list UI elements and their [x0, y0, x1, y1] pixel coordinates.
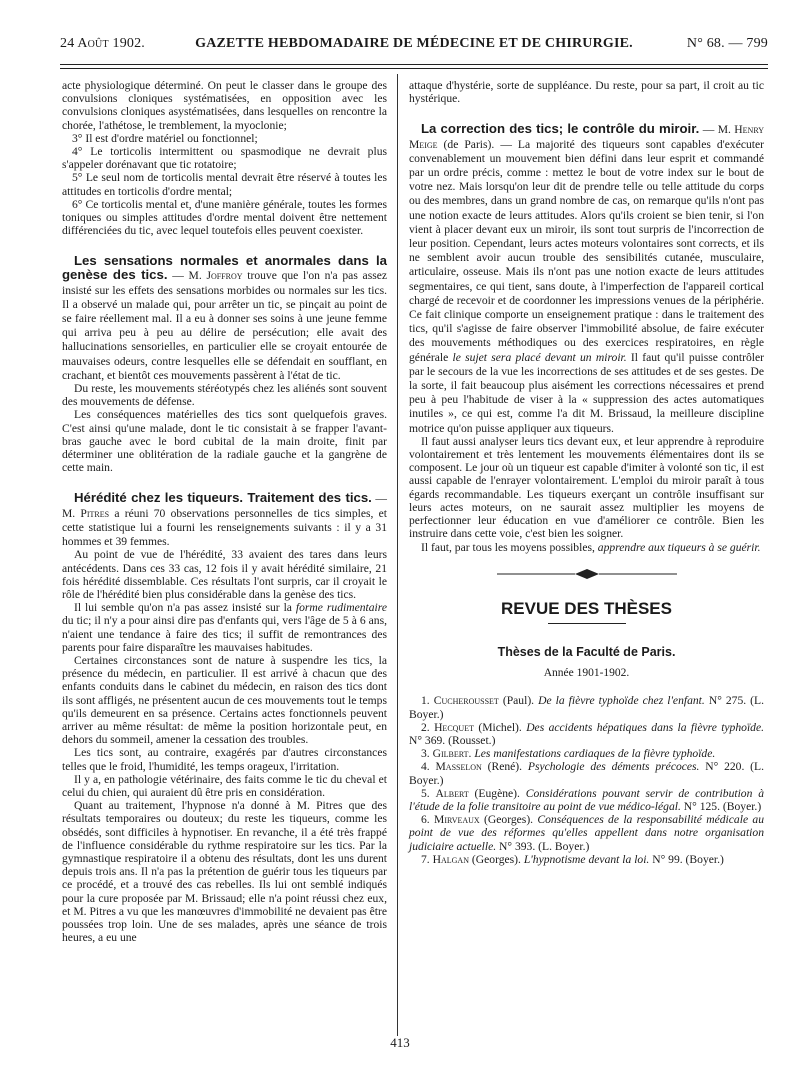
thesis-given-name: (Georges).	[484, 813, 534, 827]
paragraph: Les conséquences matérielles des tics sont quelquefois graves. C'est ainsi qu'une malade, dont le tic consistait à se frapper l'avant-bras gauche avec le bord cubital de la main droite, finit par déterminer une oblitération de la radiale gauche et la gangrène de cette main.	[62, 408, 387, 475]
header-rule-top	[60, 64, 768, 65]
academic-year: Année 1901-1902.	[543, 667, 630, 680]
list-item: 4° Le torticolis intermittent ou spasmodique ne devrait plus s'appeler dorénavant que tic rotatoire;	[62, 145, 387, 172]
thesis-ref: N° 275. (L. Boyer.)	[409, 694, 765, 721]
list-item	[409, 813, 764, 853]
thesis-title: L'hypnotisme devant la loi.	[523, 852, 650, 866]
left-column	[62, 79, 387, 944]
section-heading-heredite: Hérédité chez les tiqueurs. Traitement des tics. — M. Pitres a réuni 70 observations personnelles de tics simples, et cette statistique lui a fourni les renseignements suivants : il y a 31 hommes et 39 femmes.	[62, 490, 387, 549]
thesis-author: Mirveaux	[434, 813, 480, 827]
thesis-given-name: (Michel).	[478, 720, 522, 734]
thesis-number: 7.	[421, 852, 430, 866]
paragraph: attaque d'hystérie, sorte de suppléance. Du reste, pour sa part, il croit au tic hystérique.	[409, 79, 764, 106]
thesis-title: Considérations pouvant servir de contribution à l'étude de la folie transitoire au point de vue médico-légal.	[409, 786, 764, 813]
thesis-author: Gilbert.	[432, 747, 472, 761]
list-item: 5° Le seul nom de torticolis mental devrait être réservé à toutes les attitudes en torticolis d'ordre mental;	[62, 171, 387, 198]
thesis-number: 6.	[421, 813, 430, 827]
thesis-number: 4.	[421, 760, 430, 774]
page-number: 413	[390, 1035, 410, 1050]
thesis-ref: N° 125. (Boyer.)	[683, 799, 762, 813]
thesis-author: Halgan	[432, 852, 469, 866]
thesis-author: Masselon	[435, 760, 482, 774]
list-item	[409, 747, 764, 760]
title-rule	[548, 623, 626, 624]
list-item	[409, 853, 764, 866]
emphasis: forme rudimentaire	[295, 601, 387, 615]
issue-number: N° 68. — 799	[686, 36, 768, 51]
emphasis: le sujet sera placé devant un miroir.	[452, 350, 627, 364]
page-header	[60, 36, 768, 56]
text-run: du tic; il n'y a pour ainsi dire pas d'enfants qui, vers l'âge de 5 à 6 ans, n'aient une tendance à faire des tics; il suffit de remontrances des parents pour faire disparaître les mauvaises habitudes.	[62, 614, 387, 654]
thesis-title: Psychologie des déments précoces.	[527, 760, 700, 774]
paragraph: a réuni 70 observations personnelles de tics simples, et cette statistique lui a fourni les renseignements suivants : il y a 31 hommes et 39 femmes.	[62, 506, 387, 549]
paragraph: trouve que l'on n'a pas assez insisté sur les effets des sensations morbides ou normales sur les tics. Il a observé un malade qui, pour arrêter un tic, se pinçait au point de se faire réellement mal. Il a eu à donner ses soins à une jeune femme qui arriva peu à peu au délire de persécution; elle avait des hallucinations sensorielles, en particulier elle se croyait entourée de mauvaises odeurs, contre lesquelles elle se défendait en soufflant, en crachant, et bientôt ces mouvements passèrent à l'état de tic.	[62, 269, 388, 382]
issue-date: 24 Août 1902.	[60, 36, 145, 51]
author-name: M. Henry Meige	[409, 123, 764, 151]
emphasis: apprendre aux tiqueurs à se guérir.	[597, 540, 761, 554]
thesis-author: Albert	[435, 786, 469, 800]
thesis-list	[409, 694, 764, 866]
thesis-author: Cucherousset	[433, 694, 499, 708]
paragraph: Du reste, les mouvements stéréotypés chez les aliénés sont souvent des mouvements de défense.	[62, 382, 387, 409]
thesis-ref: N° 220. (L. Boyer.)	[409, 760, 764, 787]
section-heading-text: La correction des tics; le contrôle du miroir.	[421, 121, 700, 137]
thesis-given-name: (Paul).	[502, 694, 535, 708]
thesis-number: 2.	[421, 720, 430, 734]
revue-subtitle: Thèses de la Faculté de Paris.	[497, 644, 676, 659]
paragraph	[62, 601, 387, 654]
paragraph: Quant au traitement, l'hypnose n'a donné à M. Pitres que des résultats temporaires ou douteux; du reste les tiqueurs, comme les obsédés, sont difficiles à hypnotiser. En revanche, il a été très frappé de l'influence considérable du rythme respiratoire sur les tics. Par la gymnastique respiratoire il a obtenu des résultats, dont les uns durent depuis trois ans. Il n'a pas la prétention de guérir tous les tiqueurs par ce procédé, et a trouvé des cas rebelles. Ils lui ont semblé indiqués pour la cure proposée par M. Brissaud; elle n'a point réussi chez eux, et M. Pitres a vu que les manœuvres d'immobilité ne devaient pas être poussées trop loin. Une de ses malades, après une séance de trois heures, a eu une	[62, 799, 387, 945]
text-run: Il faut, par tous les moyens possibles,	[421, 540, 595, 554]
thesis-given-name: (Eugène).	[474, 786, 520, 800]
paragraph: Il faut aussi analyser leurs tics devant eux, et leur apprendre à reproduire volontairement et très lentement les mouvements élémentaires dont ils se composent. Le jour où un tiqueur est capable d'imiter à volonté son tic, il est aussi capable de l'enrayer volontairement. L'emploi du miroir paraît à tous égards recommandable. Les tiqueurs exerçant un contrôle insuffisant sur leurs actes moteurs, on ne saurait assez multiplier les moyens de perfectionner leur éducation en vue d'améliorer ce contrôle. Bien les instruire dans cette voie, c'est bien les soigner.	[409, 434, 764, 541]
thesis-ref: N° 369. (Rousset.)	[409, 733, 496, 747]
author-name: M. Joffroy	[188, 269, 243, 283]
column-divider	[397, 74, 398, 1036]
list-item	[409, 787, 764, 813]
text-run: Il faut qu'il puisse contrôler par le secours de la vue les incorrections de ses attitudes et de ses gestes. De la sorte, il fait beaucoup plus aisément les corrections nécessaires et prend peu à peu l'habitude de viser à la « suppression des actes automatiques inutiles », ce qui est, comme l'a dit M. Brissaud, la meilleure discipline motrice qu'on puisse appliquer aux tiqueurs.	[409, 350, 764, 435]
journal-title: GAZETTE HEBDOMADAIRE DE MÉDECINE ET DE CHIRURGIE.	[195, 36, 633, 51]
thesis-given-name: (Georges).	[471, 852, 521, 866]
paragraph: Au point de vue de l'hérédité, 33 avaient des tares dans leurs antécédents. Dans ces 33 cas, 12 fois il y avait hérédité similaire, 21 fois hérédité dissemblable. Ces résultats l'ont surpris, car il croyait le rôle de l'hérédité bien plus considérable dans la genèse des tics.	[62, 548, 387, 601]
thesis-title: De la fièvre typhoïde chez l'enfant.	[538, 694, 705, 708]
list-item	[409, 760, 764, 786]
list-item: 6° Ce torticolis mental et, d'une manière générale, toutes les formes toniques ou simples attitudes d'ordre mental doivent être nettement différenciées du tic, avec lequel toutefois elles peuvent coexister.	[62, 197, 387, 238]
thesis-title: Les manifestations cardiaques de la fièvre typhoïde.	[474, 747, 716, 761]
thesis-number: 1.	[421, 694, 430, 708]
thesis-title: Conséquences de la responsabilité médicale au point de vue des réformes qu'elles appellent dans notre organisation judiciaire actuelle.	[409, 813, 764, 853]
thesis-author: Hecquet	[434, 720, 474, 734]
thesis-ref: N° 393. (L. Boyer.)	[499, 839, 590, 853]
thesis-title: Des accidents hépatiques dans la fièvre typhoïde.	[526, 720, 765, 734]
section-heading-miroir: La correction des tics; le contrôle du miroir. — M. Henry Meige (de Paris). — La majorité des tiqueurs sont capables d'exécuter convenablement un mouvement bien défini dans leur esprit et commandé par un ordre précis, comme : mettez le bout de votre index sur le bout de votre nez. Mais lorsqu'on leur dit de prendre telle ou telle attitude du corps ou des membres, dans un grand nombre de cas, on remarque qu'ils n'ont pas une notion exacte de leurs attitudes. Alors qu'ils croient se bien tenir, si l'on vient à placer devant eux un miroir, ils sont tout surpris de l'incorrection de leur position. Cependant, leurs actes moteurs volontaires sont corrects, et ils ne semblent avoir aucun trouble des sensibilités cutanée, musculaire, articulaire, osseuse. Mais ils n'ont pas une notion exacte de leurs attitudes segmentaires, ce qui tient, sans doute, à l'imperfection de l'appareil cortical chargé de recevoir et de coordonner les impressions venues de la périphérie. Ce fait clinique comporte un enseignement pratique : dans le traitement des tics, qu'il s'agisse de faire observer l'immobilité absolue, de faire exécuter des mouvements méthodiques ou des exercices respiratoires, en règle générale le sujet sera placé devant un miroir. Il faut qu'il puisse contrôler par le secours de la vue les incorrections de ses attitudes et de ses gestes. De la sorte, il fait beaucoup plus aisément les corrections nécessaires et prend peu à peu l'habitude de viser à la « suppression des actes automatiques inutiles », ce qui est, comme l'a dit M. Brissaud, la meilleure discipline motrice qu'on puisse appliquer aux tiqueurs.	[409, 121, 765, 435]
revue-title: REVUE DES THÈSES	[501, 598, 672, 618]
text-run: Il lui semble qu'on n'a pas assez insisté sur la	[74, 601, 292, 615]
author-place: (de Paris).	[443, 137, 495, 151]
list-item	[409, 694, 764, 720]
header-rule-bottom	[60, 68, 768, 69]
paragraph: acte physiologique déterminé. On peut le classer dans le groupe des convulsions cloniques systématisées, en opposition avec les convulsions cloniques asystématisées, dans lesquelles on rencontre la chorée, l'athétose, le tremblement, la myoclonie;	[62, 79, 387, 132]
section-heading-text: Les sensations normales et anormales dans la genèse des tics.	[62, 253, 387, 283]
paragraph: Certaines circonstances sont de nature à suspendre les tics, la présence du médecin, en particulier. Il est arrivé à chacun que des enfants conduits dans le cabinet du médecin, en raison des tics dont ils sont affligés, ne présentent aucun de ces mouvements tout le temps qu'ils demeurent en sa présence. Certains actes fonctionnels peuvent arriver au même résultat: de même la position horizontale peut, en dehors du sommeil, amener la cessation des troubles.	[62, 653, 387, 747]
thesis-given-name: (René).	[487, 760, 523, 774]
section-heading-sensations: Les sensations normales et anormales dans la genèse des tics. — M. Joffroy trouve que l'on n'a pas assez insisté sur les effets des sensations morbides ou normales sur les tics. Il a observé un malade qui, pour arrêter un tic, se pinçait au point de se faire réellement mal. Il a eu à donner ses soins à une jeune femme qui arriva peu à peu au délire de persécution; elle avait des hallucinations sensorielles, en particulier elle se croyait entourée de mauvaises odeurs, contre lesquelles elle se défendait en soufflant, en crachant, et bientôt ces mouvements passèrent à l'état de tic.	[62, 253, 388, 382]
section-heading-text: Hérédité chez les tiqueurs. Traitement des tics.	[74, 490, 372, 506]
list-item: 3° Il est d'ordre matériel ou fonctionnel;	[72, 131, 258, 145]
paragraph	[409, 541, 764, 554]
right-column	[409, 79, 764, 866]
thesis-ref: N° 99. (Boyer.)	[652, 852, 724, 866]
fleuron-ornament	[497, 568, 677, 580]
paragraph: Les tics sont, au contraire, exagérés par d'autres circonstances telles que le froid, l'humidité, les temps orageux, l'irritation.	[62, 746, 387, 773]
paragraph: Il y a, en pathologie vétérinaire, des faits comme le tic du cheval et celui du chien, qui auraient dû être pris en considération.	[62, 772, 387, 799]
list-item	[409, 721, 764, 747]
thesis-number: 3.	[421, 747, 430, 761]
text-run: La majorité des tiqueurs sont capables d'exécuter convenablement un mouvement bien défini dans leur esprit et commandé par un ordre précis, comme : mettez le bout de votre index sur le bout de votre nez. Mais lorsqu'on leur dit de prendre telle ou telle attitude du corps ou des membres, dans un grand nombre de cas, on remarque qu'ils n'ont pas une notion exacte de leurs attitudes. Alors qu'ils croient se bien tenir, si l'on vient à placer devant eux un miroir, ils sont tout surpris de l'incorrection de leur position. Cependant, leurs actes moteurs volontaires sont corrects, et ils ne semblent avoir aucun trouble des sensibilités cutanée, musculaire, articulaire, osseuse. Mais ils n'ont pas une notion exacte de leurs attitudes segmentaires, ce qui tient, sans doute, à l'imperfection de l'appareil cortical chargé de recevoir et de coordonner les impressions venues de la périphérie. Ce fait clinique comporte un enseignement pratique : dans le traitement des tics, qu'il s'agisse de faire observer l'immobilité absolue, de faire exécuter des mouvements méthodiques ou des exercices respiratoires, en règle générale	[409, 137, 765, 364]
thesis-number: 5.	[421, 786, 430, 800]
author-name: M. Pitres	[62, 506, 110, 520]
